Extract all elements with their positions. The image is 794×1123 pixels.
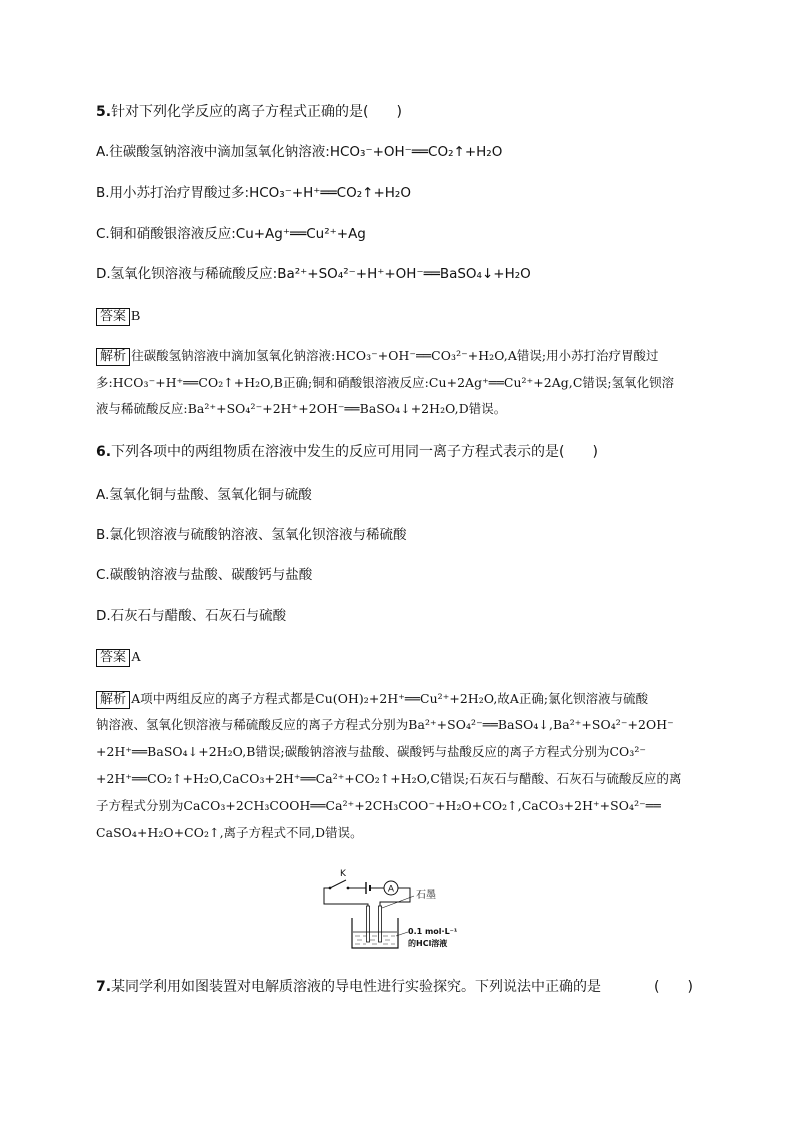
explanation-text: A项中两组反应的离子方程式都是Cu(OH)₂+2H⁺══Cu²⁺+2H₂O,故A正确;氯化钡溶液与硫酸	[131, 691, 649, 706]
left-graphite-electrode	[367, 906, 370, 942]
q6-explanation-line-6: CaSO₄+H₂O+CO₂↑,离子方程式不同,D错误。	[96, 825, 363, 840]
solution-hatching	[355, 936, 395, 944]
right-graphite-electrode	[379, 906, 382, 942]
answer-tag: 答案	[96, 649, 130, 667]
answer-tag: 答案	[96, 308, 130, 326]
explanation-tag: 解析	[96, 348, 130, 366]
q7-answer-bracket: ( )	[654, 979, 693, 995]
q6-explanation-line-4: +2H⁺══CO₂↑+H₂O,CaCO₃+2H⁺══Ca²⁺+CO₂↑+H₂O,C错误;石灰石与醋酸、石灰石与硫酸反应的离	[96, 771, 682, 786]
solution-name-label: 的HCl溶液	[408, 939, 448, 948]
switch-lever	[330, 880, 346, 888]
solution-concentration-label: 0.1 mol·L⁻¹	[408, 927, 458, 936]
q5-stem-text: 针对下列化学反应的离子方程式正确的是( )	[111, 104, 402, 120]
explanation-tag: 解析	[96, 691, 130, 709]
q6-number: 6.	[96, 444, 112, 460]
answer-value: B	[131, 309, 141, 324]
q6-stem	[96, 443, 598, 461]
q6-explanation-line-5: 子方程式分别为CaCO₃+2CH₃COOH══Ca²⁺+2CH₃COO⁻+H₂O+CO₂↑,CaCO₃+2H⁺+SO₄²⁻══	[96, 798, 661, 813]
q6-option-a: A.氢氧化铜与盐酸、氢氧化铜与硫酸	[96, 487, 312, 503]
q5-explanation-line-3: 液与稀硫酸反应:Ba²⁺+SO₄²⁻+2H⁺+2OH⁻══BaSO₄↓+2H₂O,D错误。	[96, 401, 507, 416]
q7-stem-text: 某同学利用如图装置对电解质溶液的导电性进行实验探究。下列说法中正确的是	[111, 979, 602, 995]
beaker	[352, 918, 398, 948]
answer-value: A	[131, 650, 142, 665]
q6-stem-text: 下列各项中的两组物质在溶液中发生的反应可用同一离子方程式表示的是( )	[111, 444, 598, 460]
q5-option-d: D.氢氧化钡溶液与稀硫酸反应:Ba²⁺+SO₄²⁻+H⁺+OH⁻══BaSO₄↓+H₂O	[96, 266, 531, 282]
q5-stem	[96, 103, 402, 121]
q7-number: 7.	[96, 979, 112, 995]
q6-option-b: B.氯化钡溶液与硫酸钠溶液、氢氧化钡溶液与稀硫酸	[96, 527, 407, 543]
wire-left	[324, 888, 368, 942]
q6-explanation-line-3: +2H⁺══BaSO₄↓+2H₂O,B错误;碳酸钠溶液与盐酸、碳酸钙与盐酸反应的离子方程式分别为CO₃²⁻	[96, 744, 647, 759]
q5-option-c: C.铜和硝酸银溶液反应:Cu+Ag⁺══Cu²⁺+Ag	[96, 226, 366, 242]
q6-option-c: C.碳酸钠溶液与盐酸、碳酸钙与盐酸	[96, 567, 313, 583]
q5-answer	[96, 307, 140, 326]
q5-option-a: A.往碳酸氢钠溶液中滴加氢氧化钠溶液:HCO₃⁻+OH⁻══CO₂↑+H₂O	[96, 144, 503, 160]
conductivity-apparatus-figure	[322, 866, 482, 954]
ammeter-label: A	[387, 884, 395, 895]
q6-explanation-line-2: 钠溶液、氢氧化钡溶液与稀硫酸反应的离子方程式分别为Ba²⁺+SO₄²⁻══BaSO₄↓,Ba²⁺+SO₄²⁻+2OH⁻	[96, 717, 674, 732]
q5-explanation-line-2: 多:HCO₃⁻+H⁺══CO₂↑+H₂O,B正确;铜和硝酸银溶液反应:Cu+2Ag⁺══Cu²⁺+2Ag,C错误;氢氧化钡溶	[96, 375, 675, 390]
q5-option-b: B.用小苏打治疗胃酸过多:HCO₃⁻+H⁺══CO₂↑+H₂O	[96, 185, 411, 201]
q6-option-d: D.石灰石与醋酸、石灰石与硫酸	[96, 608, 287, 624]
q6-explanation-line-1	[96, 690, 648, 709]
q5-explanation-line-1	[96, 347, 659, 366]
q6-answer	[96, 648, 141, 667]
electrode-label: 石墨	[416, 890, 436, 901]
wire-right	[380, 888, 410, 942]
explanation-text: 往碳酸氢钠溶液中滴加氢氧化钠溶液:HCO₃⁻+OH⁻══CO₃²⁻+H₂O,A错误;用小苏打治疗胃酸过	[131, 348, 659, 363]
switch-label: K	[340, 869, 346, 879]
q7-stem	[96, 978, 601, 996]
q5-number: 5.	[96, 104, 112, 120]
